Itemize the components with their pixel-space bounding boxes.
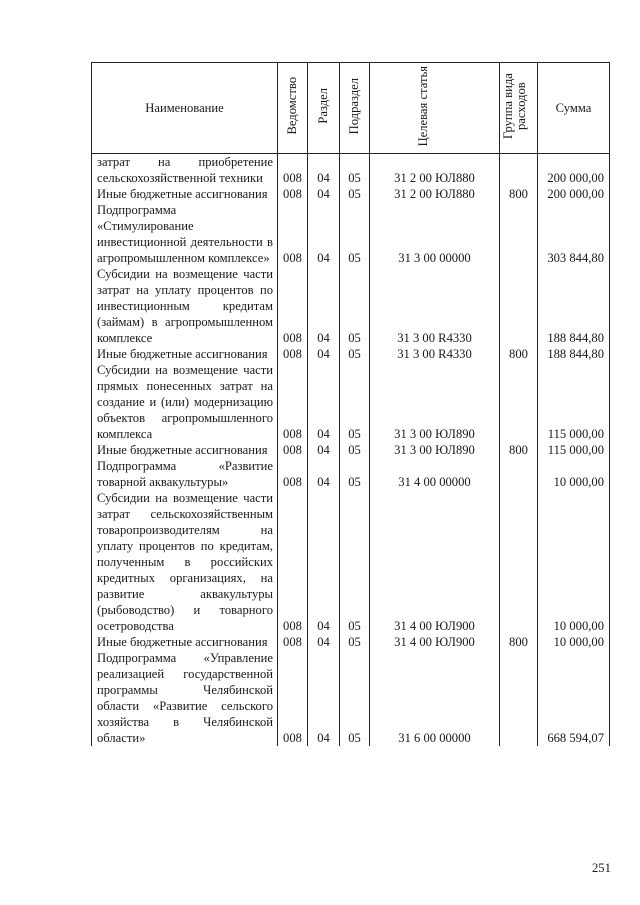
cell-podrazdel: 05 <box>340 490 370 634</box>
table-row <box>92 650 610 746</box>
cell-celevaya: 31 3 00 R4330 <box>370 266 500 346</box>
cell-summa: 668 594,07 <box>538 650 610 746</box>
cell-razdel: 04 <box>308 458 340 490</box>
cell-vedomstvo: 008 <box>278 490 308 634</box>
cell-vedomstvo: 008 <box>278 634 308 650</box>
cell-name: Субсидии на возмещение части прямых понесенных затрат на создание и (или) модернизацию объектов агропромышленного комплекса <box>92 362 278 442</box>
header-name: Наименование <box>92 63 278 154</box>
cell-name: Иные бюджетные ассигнования <box>92 346 278 362</box>
cell-podrazdel: 05 <box>340 458 370 490</box>
cell-podrazdel: 05 <box>340 634 370 650</box>
cell-podrazdel: 05 <box>340 346 370 362</box>
cell-celevaya: 31 3 00 R4330 <box>370 346 500 362</box>
cell-razdel: 04 <box>308 362 340 442</box>
budget-table <box>91 62 610 746</box>
cell-summa: 115 000,00 <box>538 362 610 442</box>
cell-name: Иные бюджетные ассигнования <box>92 186 278 202</box>
cell-razdel: 04 <box>308 266 340 346</box>
cell-summa: 303 844,80 <box>538 202 610 266</box>
cell-gruppa <box>500 650 538 746</box>
cell-podrazdel: 05 <box>340 202 370 266</box>
cell-podrazdel: 05 <box>340 650 370 746</box>
cell-razdel: 04 <box>308 442 340 458</box>
table-row <box>92 490 610 634</box>
table-row <box>92 634 610 650</box>
cell-vedomstvo: 008 <box>278 362 308 442</box>
cell-summa: 200 000,00 <box>538 154 610 187</box>
cell-celevaya: 31 4 00 ЮЛ900 <box>370 634 500 650</box>
cell-name: Подпрограмма «Стимулирование инвестиционной деятельности в агропромышленном комплексе» <box>92 202 278 266</box>
header-razdel: Раздел <box>308 63 340 154</box>
cell-razdel: 04 <box>308 490 340 634</box>
cell-gruppa <box>500 202 538 266</box>
table-row <box>92 362 610 442</box>
cell-gruppa <box>500 458 538 490</box>
cell-podrazdel: 05 <box>340 266 370 346</box>
cell-name: Субсидии на возмещение части затрат сельскохозяйственным товаропроизводителям на уплату процентов по кредитам, полученным в российских кредитных организациях, на развитие аквакультуры (рыбоводство) и товарного осетроводства <box>92 490 278 634</box>
header-vedomstvo: Ведомство <box>278 63 308 154</box>
table-row <box>92 346 610 362</box>
cell-vedomstvo: 008 <box>278 650 308 746</box>
table-row <box>92 202 610 266</box>
cell-razdel: 04 <box>308 634 340 650</box>
header-gruppa: Группа вида расходов <box>500 63 538 154</box>
header-summa: Сумма <box>538 63 610 154</box>
cell-name: Субсидии на возмещение части затрат на уплату процентов по инвестиционным кредитам (займам) в агропромышленном комплексе <box>92 266 278 346</box>
cell-vedomstvo: 008 <box>278 266 308 346</box>
cell-vedomstvo: 008 <box>278 202 308 266</box>
cell-gruppa: 800 <box>500 186 538 202</box>
cell-gruppa <box>500 362 538 442</box>
cell-gruppa: 800 <box>500 442 538 458</box>
cell-razdel: 04 <box>308 346 340 362</box>
cell-razdel: 04 <box>308 650 340 746</box>
cell-gruppa <box>500 266 538 346</box>
cell-summa: 115 000,00 <box>538 442 610 458</box>
cell-gruppa <box>500 490 538 634</box>
cell-razdel: 04 <box>308 202 340 266</box>
table-row <box>92 458 610 490</box>
cell-celevaya: 31 2 00 ЮЛ880 <box>370 154 500 187</box>
cell-name: Подпрограмма «Развитие товарной аквакультуры» <box>92 458 278 490</box>
cell-name: Иные бюджетные ассигнования <box>92 634 278 650</box>
header-celevaya: Целевая статья <box>370 63 500 154</box>
table-row <box>92 442 610 458</box>
cell-celevaya: 31 4 00 00000 <box>370 458 500 490</box>
cell-summa: 10 000,00 <box>538 490 610 634</box>
page-number: 251 <box>592 861 611 875</box>
table-row <box>92 186 610 202</box>
cell-name: Иные бюджетные ассигнования <box>92 442 278 458</box>
cell-summa: 10 000,00 <box>538 634 610 650</box>
table-row <box>92 266 610 346</box>
cell-podrazdel: 05 <box>340 186 370 202</box>
cell-celevaya: 31 3 00 ЮЛ890 <box>370 442 500 458</box>
cell-celevaya: 31 6 00 00000 <box>370 650 500 746</box>
cell-summa: 188 844,80 <box>538 266 610 346</box>
cell-summa: 200 000,00 <box>538 186 610 202</box>
cell-podrazdel: 05 <box>340 442 370 458</box>
table-row <box>92 154 610 187</box>
cell-podrazdel: 05 <box>340 362 370 442</box>
cell-razdel: 04 <box>308 154 340 187</box>
cell-summa: 188 844,80 <box>538 346 610 362</box>
cell-celevaya: 31 3 00 ЮЛ890 <box>370 362 500 442</box>
cell-celevaya: 31 3 00 00000 <box>370 202 500 266</box>
cell-vedomstvo: 008 <box>278 346 308 362</box>
table-header-row <box>92 63 610 154</box>
cell-gruppa: 800 <box>500 346 538 362</box>
cell-razdel: 04 <box>308 186 340 202</box>
cell-vedomstvo: 008 <box>278 186 308 202</box>
cell-podrazdel: 05 <box>340 154 370 187</box>
cell-gruppa <box>500 154 538 187</box>
cell-vedomstvo: 008 <box>278 458 308 490</box>
cell-summa: 10 000,00 <box>538 458 610 490</box>
cell-gruppa: 800 <box>500 634 538 650</box>
header-podrazdel: Подраздел <box>340 63 370 154</box>
cell-celevaya: 31 2 00 ЮЛ880 <box>370 186 500 202</box>
cell-vedomstvo: 008 <box>278 442 308 458</box>
cell-vedomstvo: 008 <box>278 154 308 187</box>
cell-name: Подпрограмма «Управление реализацией государственной программы Челябинской области «Развитие сельского хозяйства в Челябинской области» <box>92 650 278 746</box>
cell-name: затрат на приобретение сельскохозяйственной техники <box>92 154 278 187</box>
cell-celevaya: 31 4 00 ЮЛ900 <box>370 490 500 634</box>
